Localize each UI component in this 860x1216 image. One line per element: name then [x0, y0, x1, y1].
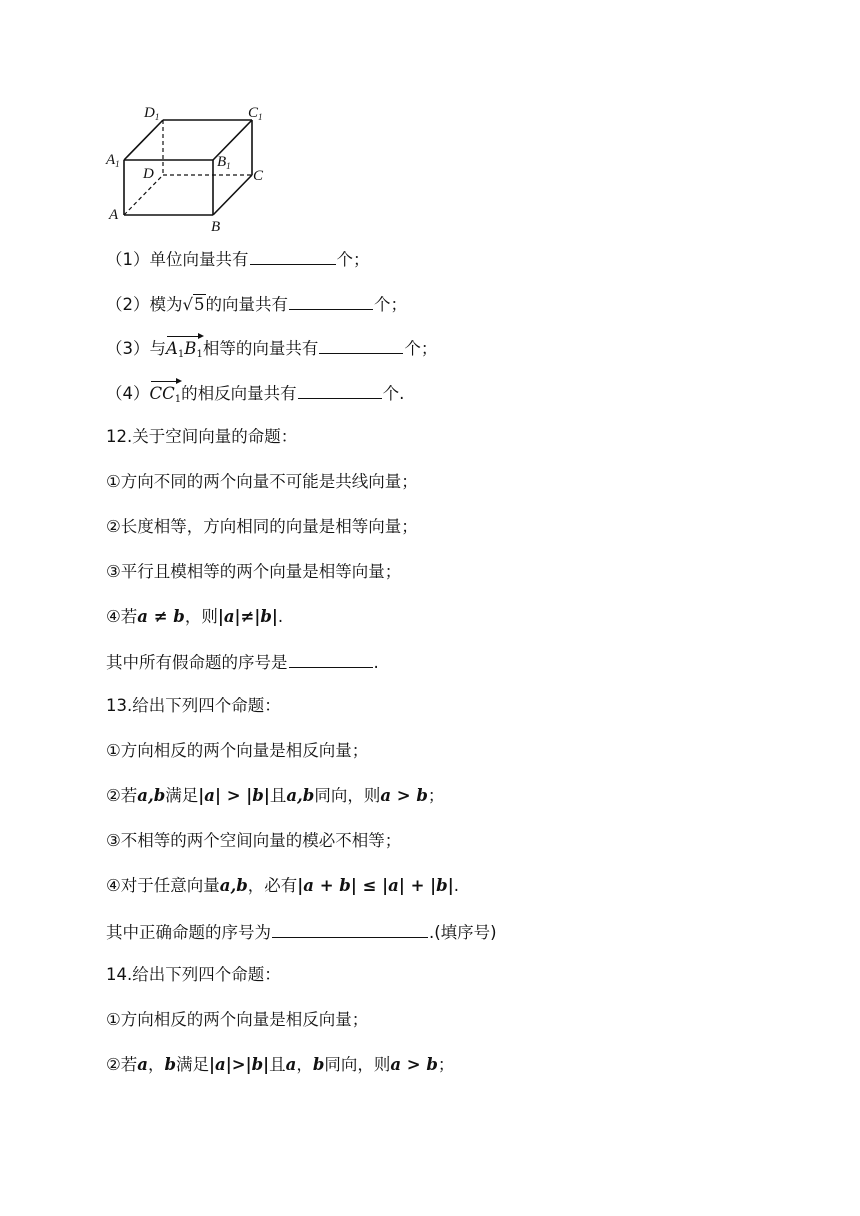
- answer-blank[interactable]: [319, 335, 403, 354]
- q13-statement-4: ④对于任意向量a,b，必有|a + b| ≤ |a| + |b|.: [106, 876, 459, 895]
- label-c1: $C_1$: [248, 105, 263, 122]
- q11-part2: （2）模为√5的向量共有 个；: [106, 291, 407, 317]
- q12-statement-4: ④若a ≠ b，则|a|≠|b|.: [106, 607, 284, 626]
- label-a: A: [109, 207, 119, 223]
- label-b: B: [211, 219, 221, 235]
- q12-statement-3: ③平行且模相等的两个向量是相等向量；: [106, 562, 402, 581]
- answer-blank[interactable]: [298, 380, 382, 399]
- label-d: D: [143, 166, 154, 182]
- vector-a1b1: $A_1B_1$: [166, 335, 203, 367]
- q14-statement-1: ①方向相反的两个向量是相反向量；: [106, 1010, 369, 1029]
- q13-title: 13.给出下列四个命题：: [106, 696, 281, 715]
- answer-blank[interactable]: [289, 291, 373, 310]
- label-c: C: [253, 168, 264, 184]
- q13-statement-2: ②若a,b满足|a| > |b|且a,b同向，则a > b；: [106, 786, 445, 805]
- q12-statement-2: ②长度相等，方向相同的向量是相等向量；: [106, 517, 418, 536]
- q13-statement-1: ①方向相反的两个向量是相反向量；: [106, 741, 369, 760]
- edge-a1d1: [124, 120, 163, 160]
- q14-title: 14.给出下列四个命题：: [106, 965, 281, 984]
- q11-part4: $(4)CC_1$的相反向量共有 个.: [106, 380, 404, 412]
- label-b1: $B_1$: [217, 154, 231, 171]
- label-a1: $A_1$: [106, 152, 120, 169]
- vector-cc1: $CC_1$: [150, 380, 182, 412]
- label-d1: $D_1$: [144, 105, 160, 122]
- q14-statement-2: ②若a，b满足|a|>|b|且a，b同向，则a > b；: [106, 1055, 455, 1074]
- math-expression: |a|≠|b|: [217, 607, 278, 626]
- q13-statement-3: ③不相等的两个空间向量的模必不相等；: [106, 831, 402, 850]
- q11-part1: （1）单位向量共有 个；: [106, 246, 370, 272]
- edge-bc: [213, 175, 252, 215]
- answer-blank[interactable]: [250, 246, 336, 265]
- math-expression: a ≠ b: [137, 607, 185, 626]
- q12-statement-1: ①方向不同的两个向量不可能是共线向量；: [106, 472, 418, 491]
- answer-blank[interactable]: [289, 649, 373, 668]
- q12-question: 其中所有假命题的序号是 .: [106, 649, 379, 675]
- q13-question: 其中正确命题的序号为 .(填序号): [106, 919, 497, 945]
- q11-part3: （3）与$A_1B_1$相等的向量共有 个；: [106, 335, 437, 367]
- cuboid-figure: [100, 98, 275, 236]
- answer-blank[interactable]: [272, 919, 428, 938]
- q12-title: 12.关于空间向量的命题：: [106, 427, 298, 446]
- sqrt-expression: √5: [182, 295, 205, 314]
